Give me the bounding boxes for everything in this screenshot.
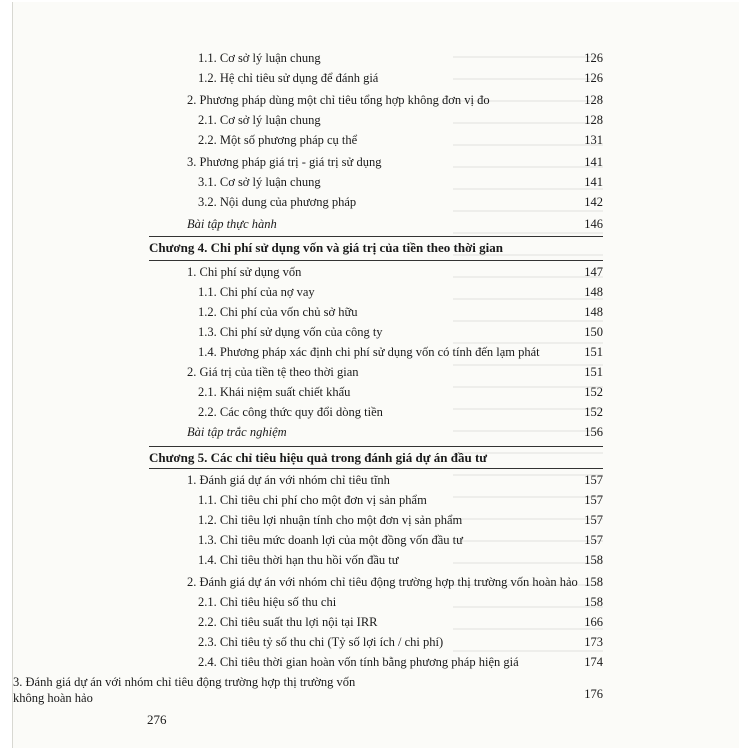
- chapter-rule: [149, 446, 603, 447]
- toc-entry-title: 3. Phương pháp giá trị - giá trị sử dụng: [187, 155, 382, 169]
- toc-entry-title: Bài tập thực hành: [187, 217, 277, 231]
- toc-entry: [13, 382, 739, 402]
- toc-entry-title: 2. Phương pháp dùng một chỉ tiêu tổng hợp không đơn vị đo: [187, 93, 490, 107]
- toc-entry-page: 152: [584, 405, 603, 419]
- toc-entry-title: 1.4. Chỉ tiêu thời hạn thu hồi vốn đầu tư: [198, 553, 399, 567]
- toc-entry-page: 141: [584, 155, 603, 169]
- toc-entry: [13, 632, 739, 652]
- toc-entry: [13, 592, 739, 612]
- page-number: 276: [147, 712, 167, 727]
- toc-entry: [13, 652, 739, 672]
- toc-entry-page: 131: [584, 133, 603, 147]
- toc-entry: [13, 130, 739, 150]
- toc-entry: [13, 572, 739, 592]
- toc-entry: [13, 282, 739, 302]
- toc-entry-page: 141: [584, 175, 603, 189]
- toc-entry-title: 2. Đánh giá dự án với nhóm chỉ tiêu động trường hợp thị trường vốn hoàn hảo: [187, 575, 578, 589]
- toc-entry-title: Chương 5. Các chỉ tiêu hiệu quả trong đánh giá dự án đầu tư: [149, 450, 488, 465]
- toc-entry: [13, 672, 739, 706]
- toc-entry-title: 2.2. Một số phương pháp cụ thể: [198, 133, 358, 147]
- toc-entry-title: 2.1. Khái niệm suất chiết khấu: [198, 385, 351, 399]
- toc-entry-page: 148: [584, 305, 603, 319]
- toc-entry-page: 176: [584, 687, 603, 701]
- toc-entry-title: 3.1. Cơ sở lý luận chung: [198, 175, 321, 189]
- toc-entry-title: 1.1. Cơ sở lý luận chung: [198, 51, 321, 65]
- toc-entry-title: 2.2. Chỉ tiêu suất thu lợi nội tại IRR: [198, 615, 378, 629]
- toc-entry-page: 147: [584, 265, 603, 279]
- toc-entry: [13, 48, 739, 68]
- toc-entry: [13, 302, 739, 322]
- book-page: [12, 2, 739, 748]
- toc-entry-title: Chương 4. Chi phí sử dụng vốn và giá trị của tiền theo thời gian: [149, 240, 503, 255]
- toc-entry: [13, 172, 739, 192]
- toc-entry: [13, 322, 739, 342]
- toc-entry-page: 173: [584, 635, 603, 649]
- toc-entry-page: 148: [584, 285, 603, 299]
- toc-entry-page: 157: [584, 493, 603, 507]
- toc-entry-page: 158: [584, 553, 603, 567]
- toc-entry-page: 150: [584, 325, 603, 339]
- toc-entry-title: 1.3. Chi phí sử dụng vốn của công ty: [198, 325, 383, 339]
- toc-entry-page: 128: [584, 93, 603, 107]
- toc-entry: [13, 90, 739, 110]
- toc-entry-page: 156: [584, 425, 603, 439]
- toc-entry-title: 2.1. Chỉ tiêu hiệu số thu chi: [198, 595, 337, 609]
- toc-entry-page: 157: [584, 533, 603, 547]
- toc-entry-title: 3. Đánh giá dự án với nhóm chỉ tiêu động trường hợp thị trường vốn không hoàn hảo: [13, 675, 356, 705]
- toc-entry-page: 126: [584, 71, 603, 85]
- toc-entry-title: 1.2. Chỉ tiêu lợi nhuận tính cho một đơn vị sản phẩm: [198, 513, 463, 527]
- toc-entry: [13, 490, 739, 510]
- toc-entry: [13, 262, 739, 282]
- toc-entry-title: 1.4. Phương pháp xác định chi phí sử dụng vốn có tính đến lạm phát: [198, 345, 540, 359]
- toc-entry-title: 1. Chi phí sử dụng vốn: [187, 265, 302, 279]
- toc-entry-page: 146: [584, 217, 603, 231]
- toc-entry-title: 2.2. Các công thức quy đổi dòng tiền: [198, 405, 383, 419]
- toc-entry: [13, 530, 739, 550]
- table-of-contents: [13, 2, 739, 705]
- toc-entry-page: 174: [584, 655, 603, 669]
- toc-entry-title: 1.2. Chi phí của vốn chủ sở hữu: [198, 305, 358, 319]
- toc-entry-title: 1. Đánh giá dự án với nhóm chỉ tiêu tĩnh: [187, 473, 390, 487]
- toc-entry-page: 126: [584, 51, 603, 65]
- toc-entry-title: 2. Giá trị của tiền tệ theo thời gian: [187, 365, 359, 379]
- toc-entry-page: 152: [584, 385, 603, 399]
- toc-entry-page: 166: [584, 615, 603, 629]
- toc-entry-title: 1.2. Hệ chỉ tiêu sử dụng để đánh giá: [198, 71, 379, 85]
- chapter-rule: [149, 468, 603, 469]
- exercise-entry: [13, 214, 739, 234]
- toc-entry-page: 151: [584, 345, 603, 359]
- toc-entry: [13, 470, 739, 490]
- toc-entry-page: 151: [584, 365, 603, 379]
- chapter-rule: [149, 236, 603, 237]
- toc-entry-page: 142: [584, 195, 603, 209]
- toc-entry: [13, 110, 739, 130]
- toc-entry-title: 1.3. Chỉ tiêu mức doanh lợi của một đồng vốn đầu tư: [198, 533, 463, 547]
- toc-entry: [13, 68, 739, 88]
- toc-entry: [13, 342, 739, 362]
- toc-entry-title: 2.4. Chỉ tiêu thời gian hoàn vốn tính bằng phương pháp hiện giá: [198, 655, 519, 669]
- toc-entry: [13, 510, 739, 530]
- chapter-heading: [13, 238, 739, 258]
- toc-entry: [13, 550, 739, 570]
- toc-entry-title: 3.2. Nội dung của phương pháp: [198, 195, 357, 209]
- toc-entry-title: 1.1. Chi phí của nợ vay: [198, 285, 315, 299]
- toc-entry-title: 2.3. Chỉ tiêu tỷ số thu chi (Tỷ số lợi ích / chi phí): [198, 635, 444, 649]
- toc-entry-page: 158: [584, 595, 603, 609]
- toc-entry: [13, 612, 739, 632]
- toc-entry-page: 158: [584, 575, 603, 589]
- chapter-rule: [149, 260, 603, 261]
- toc-entry: [13, 152, 739, 172]
- toc-entry: [13, 362, 739, 382]
- toc-entry-page: 157: [584, 513, 603, 527]
- toc-entry-title: 2.1. Cơ sở lý luận chung: [198, 113, 321, 127]
- toc-entry: [13, 402, 739, 422]
- toc-entry-title: Bài tập trắc nghiệm: [187, 425, 287, 439]
- chapter-heading: [13, 448, 739, 468]
- exercise-entry: [13, 422, 739, 442]
- toc-entry: [13, 192, 739, 212]
- toc-entry-page: 157: [584, 473, 603, 487]
- toc-entry-page: 128: [584, 113, 603, 127]
- toc-entry-title: 1.1. Chỉ tiêu chi phí cho một đơn vị sản phẩm: [198, 493, 427, 507]
